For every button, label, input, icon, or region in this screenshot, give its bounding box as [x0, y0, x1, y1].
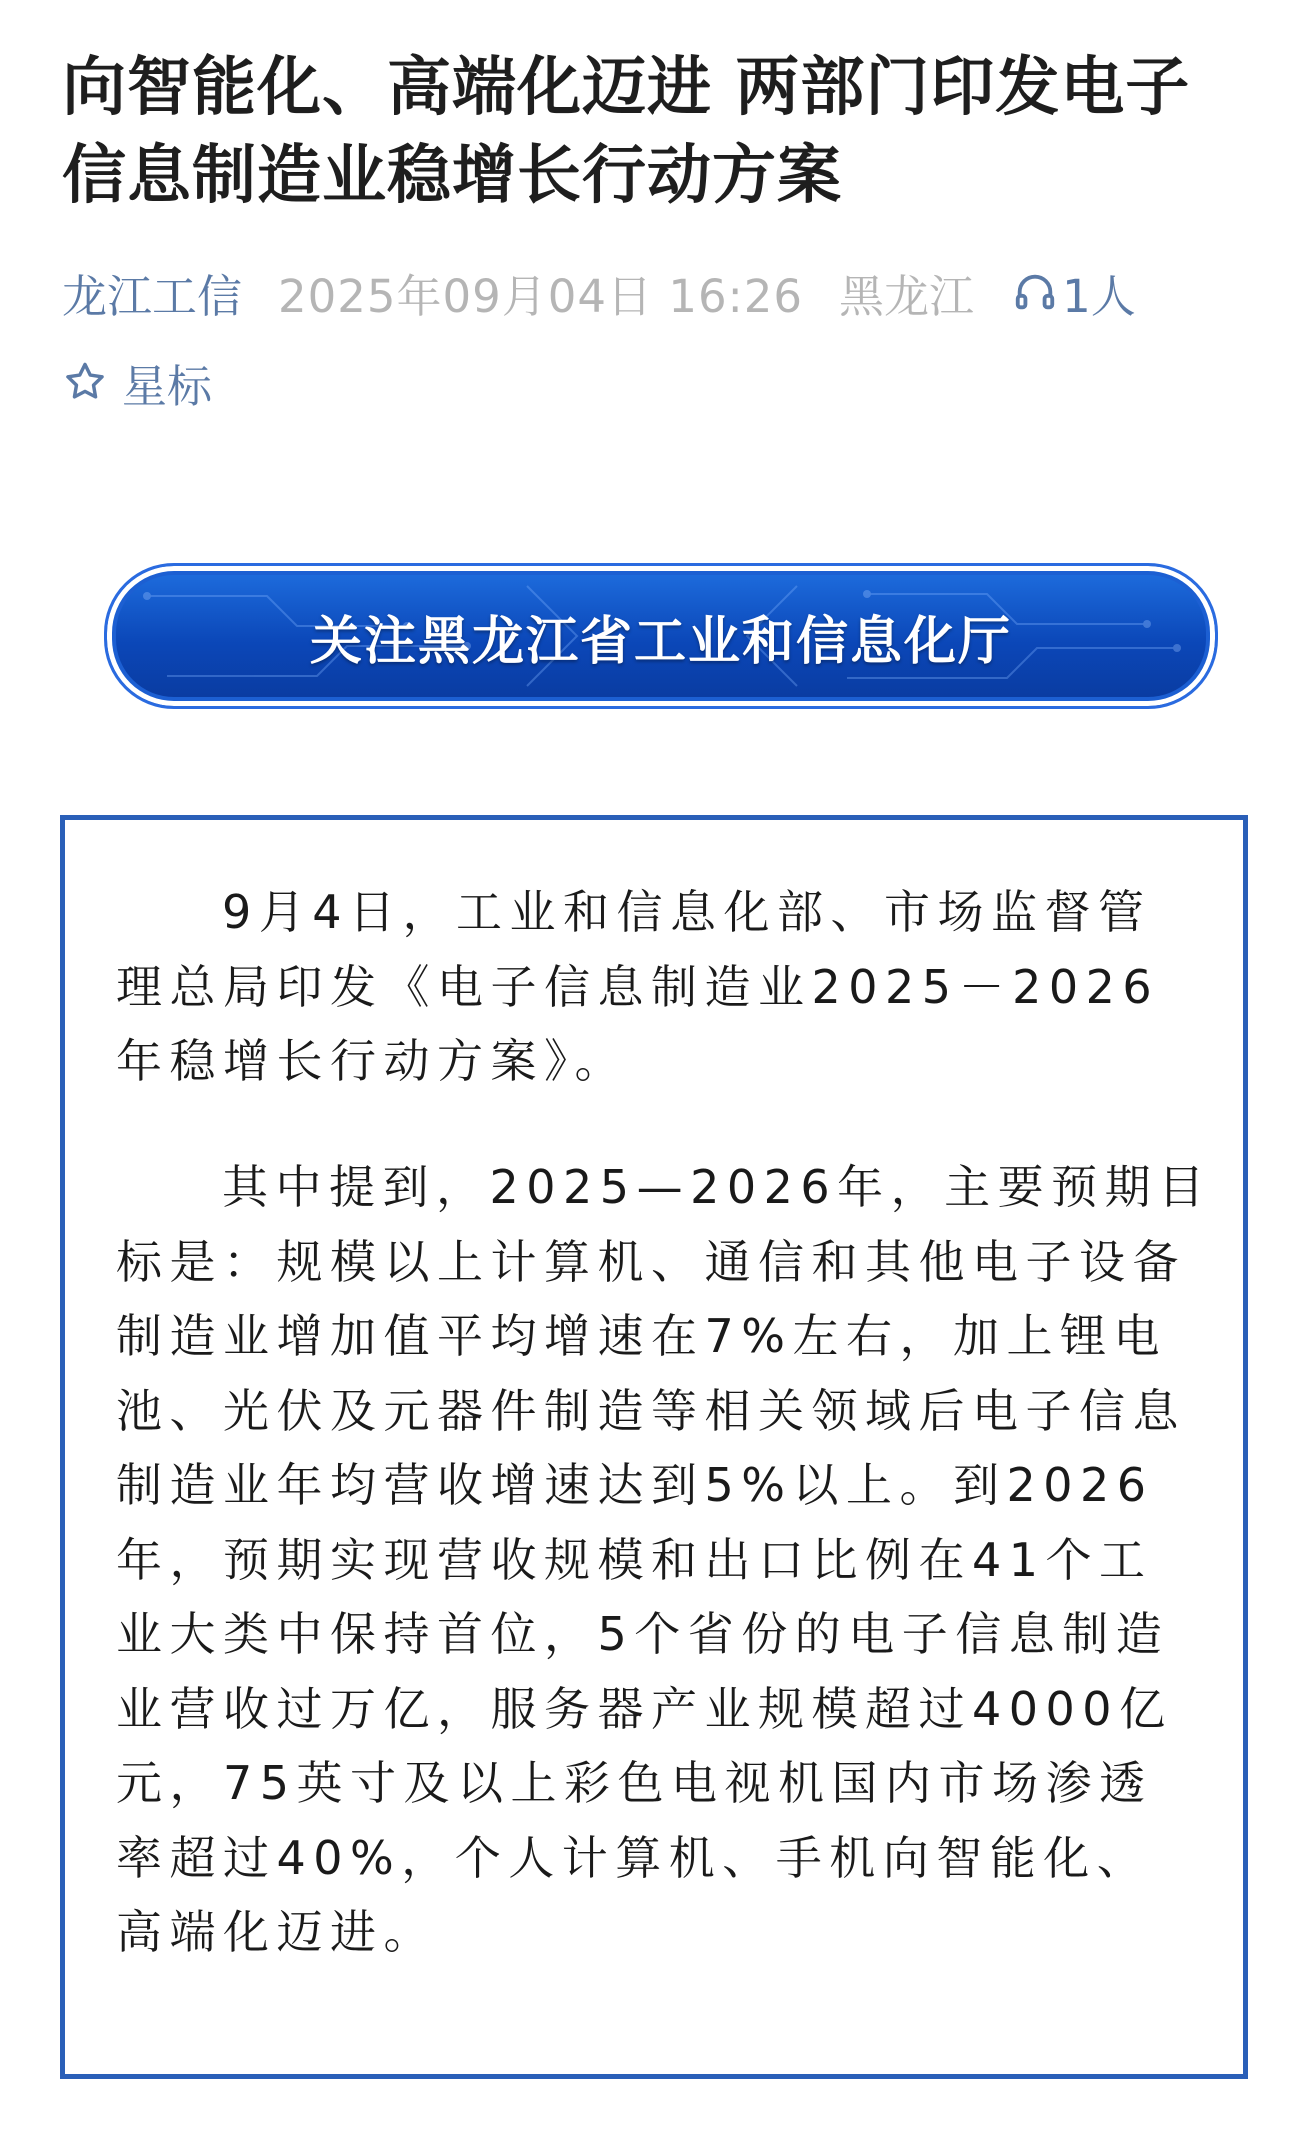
follow-banner-label: 关注黑龙江省工业和信息化厅	[309, 611, 1012, 672]
publish-date: 2025年09月04日 16:26	[278, 269, 804, 323]
star-button[interactable]	[62, 352, 212, 412]
paragraph-line: 业营收过万亿，服务器产业规模超过4000亿	[116, 1681, 1173, 1736]
paragraph-line: 制造业年均营收增速达到5%以上。到2026	[116, 1458, 1154, 1512]
body-paragraph-2	[116, 1150, 1212, 1970]
paragraph-line: 年，预期实现营收规模和出口比例在41个工	[116, 1532, 1153, 1587]
paragraph-line: 年稳增长行动方案》。	[116, 1034, 628, 1088]
account-name-link[interactable]: 龙江工信	[62, 269, 243, 323]
paragraph-line: 9月4日，工业和信息化部、市场监督管	[222, 885, 1152, 939]
paragraph-line: 标是：规模以上计算机、通信和其他电子设备	[116, 1234, 1186, 1289]
paragraph-line: 元，75英寸及以上彩色电视机国内市场渗透	[116, 1756, 1153, 1810]
star-label: 星标	[122, 359, 213, 413]
star-outline-icon	[62, 359, 108, 405]
follow-banner[interactable]	[104, 563, 1218, 709]
article-title-line-2: 信息制造业稳增长行动方案	[62, 139, 842, 213]
paragraph-line: 业大类中保持首位，5个省份的电子信息制造	[116, 1607, 1170, 1661]
listener-count: 1人	[1062, 269, 1136, 323]
paragraph-line: 高端化迈进。	[116, 1905, 437, 1959]
paragraph-line: 池、光伏及元器件制造等相关领域后电子信息	[116, 1383, 1186, 1438]
paragraph-line: 制造业增加值平均增速在7%左右，加上锂电	[116, 1309, 1167, 1363]
article-title	[62, 44, 1262, 220]
article-title-line-1: 向智能化、高端化迈进 两部门印发电子	[62, 51, 1191, 125]
paragraph-line: 理总局印发《电子信息制造业2025－2026	[116, 959, 1160, 1014]
body-paragraph-1	[116, 875, 1206, 1099]
article-meta	[62, 262, 1136, 322]
listen-button[interactable]	[1012, 260, 1136, 325]
publish-region: 黑龙江	[839, 269, 975, 323]
paragraph-line: 其中提到，2025—2026年，主要预期目	[222, 1160, 1212, 1214]
paragraph-line: 率超过40%，个人计算机、手机向智能化、	[116, 1830, 1151, 1885]
headphones-icon	[1012, 269, 1058, 315]
